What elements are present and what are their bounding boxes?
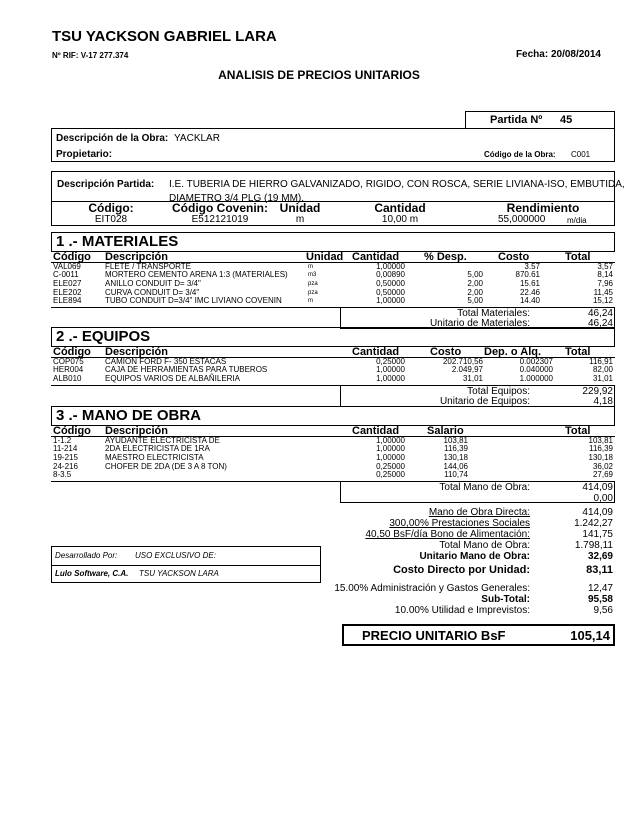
mat-cell-codigo: C-0011 bbox=[53, 270, 79, 280]
precio-unitario-box bbox=[342, 624, 615, 646]
mo-unit-value: 32,69 bbox=[587, 551, 613, 562]
mo-col-salario: Salario bbox=[427, 425, 464, 437]
precio-unitario-value: 105,14 bbox=[570, 628, 610, 643]
developer-box bbox=[51, 546, 321, 583]
rendimiento-header: Rendimiento bbox=[506, 201, 580, 215]
mo-cell-salario: 103,81 bbox=[443, 435, 468, 445]
company-name: TSU YACKSON GABRIEL LARA bbox=[52, 28, 277, 45]
propietario-label: Propietario: bbox=[56, 149, 113, 160]
mo-cell-cantidad: 1,00000 bbox=[376, 444, 405, 454]
mo-cell-salario: 130,18 bbox=[443, 452, 468, 462]
mo-cell-descripcion: 2DA ELECTRICISTA DE 1RA bbox=[105, 444, 210, 454]
partida-box bbox=[465, 111, 615, 129]
eq-cell-cantidad: 1,00000 bbox=[376, 373, 405, 383]
eq-cell-costo: 31,01 bbox=[462, 373, 483, 383]
utilidad-label: 10.00% Utilidad e Imprevistos: bbox=[394, 605, 530, 616]
mat-cell-descripcion: FLETE / TRANSPORTE bbox=[105, 261, 191, 271]
eq-col-total: Total bbox=[565, 346, 591, 358]
mat-col-desp: % Desp. bbox=[424, 251, 467, 263]
mo-cell-descripcion: CHOFER DE 2DA (DE 3 A 8 TON) bbox=[105, 461, 227, 471]
mat-cell-cantidad: 0,50000 bbox=[376, 278, 405, 288]
mo-cell-descripcion: AYUDANTE ELECTRICISTA DE bbox=[105, 435, 220, 445]
mat-cell-cantidad: 1,00000 bbox=[376, 296, 405, 306]
rendimiento-value: 55,000000 bbox=[498, 214, 546, 225]
mat-total-label: Total Materiales: bbox=[457, 308, 530, 319]
mo-col-total: Total bbox=[565, 425, 591, 437]
mat-cell-cantidad: 0,00890 bbox=[376, 270, 405, 280]
admin-value: 12,47 bbox=[587, 583, 613, 594]
mat-col-total: Total bbox=[565, 251, 591, 263]
mat-cell-costo: 3.57 bbox=[524, 261, 540, 271]
mat-cell-costo: 14.40 bbox=[519, 296, 540, 306]
page-title: ANALISIS DE PRECIOS UNITARIOS bbox=[218, 68, 420, 82]
mo-cell-codigo: 24-216 bbox=[53, 461, 78, 471]
codigo-obra-value: C001 bbox=[571, 150, 591, 159]
mat-cell-descripcion: CURVA CONDUIT D= 3/4" bbox=[105, 287, 200, 297]
eq-cell-costo: 2.049,97 bbox=[451, 365, 483, 375]
mo-col-descripcion: Descripción bbox=[105, 425, 168, 437]
mo-cell-total: 36,02 bbox=[592, 461, 613, 471]
eq-total-label: Total Equipos: bbox=[467, 386, 530, 397]
uso-value: TSU YACKSON LARA bbox=[139, 569, 219, 578]
cantidad-value: 10,00 m bbox=[381, 214, 419, 225]
obra-desc-value: YACKLAR bbox=[174, 133, 220, 144]
mo-directa-value: 414,09 bbox=[582, 507, 613, 518]
eq-cell-total: 116,91 bbox=[589, 356, 613, 366]
covenin-value: E512121019 bbox=[191, 214, 249, 225]
mo-cell-total: 103,81 bbox=[588, 435, 613, 445]
subtotal-label: Sub-Total: bbox=[481, 594, 530, 605]
mat-cell-total: 3,57 bbox=[597, 261, 613, 271]
eq-cell-total: 82,00 bbox=[592, 365, 613, 375]
mo-cell-codigo: 1-1.2 bbox=[53, 435, 72, 445]
eq-col-codigo: Código bbox=[53, 346, 91, 358]
mat-cell-unidad: pza bbox=[308, 280, 318, 287]
rif-number: Nº RIF: V-17 277.374 bbox=[52, 51, 129, 60]
mat-cell-codigo: ELE027 bbox=[53, 278, 82, 288]
mat-cell-codigo: VAL069 bbox=[53, 261, 81, 271]
unidad-value: m bbox=[295, 214, 305, 225]
eq-total-value: 229,92 bbox=[582, 386, 613, 397]
mo-total-value: 414,09 bbox=[582, 482, 613, 493]
partida-desc-line1: I.E. TUBERIA DE HIERRO GALVANIZADO, RIGIDO, CON ROSCA, SERIE LIVIANA-ISO, EMBUTIDA, bbox=[169, 179, 625, 190]
eq-cell-codigo: COP075 bbox=[53, 356, 84, 366]
equipos-section-header bbox=[51, 327, 615, 347]
mo-total2-value: 1.798,11 bbox=[574, 540, 613, 551]
codigo-obra-label: Código de la Obra: bbox=[484, 150, 556, 159]
mo-cell-cantidad: 0,25000 bbox=[376, 461, 405, 471]
mo-cell-total: 116,39 bbox=[589, 444, 613, 454]
mat-cell-desp: 2,00 bbox=[467, 287, 483, 297]
mo-cell-total: 130,18 bbox=[588, 452, 613, 462]
mo-cell-descripcion: MAESTRO ELECTRICISTA bbox=[105, 452, 204, 462]
mat-cell-total: 8,14 bbox=[597, 270, 613, 280]
eq-col-descripcion: Descripción bbox=[105, 346, 168, 358]
mo-prest-value: 1.242,27 bbox=[574, 518, 613, 529]
eq-col-cantidad: Cantidad bbox=[352, 346, 400, 358]
rendimiento-unit: m/dia bbox=[567, 216, 587, 225]
mat-cell-total: 7,96 bbox=[597, 278, 613, 288]
codigo-value: EIT028 bbox=[94, 214, 128, 225]
materiales-section-header bbox=[51, 232, 615, 252]
equipos-title: 2 .- EQUIPOS bbox=[56, 328, 151, 345]
mat-unit-value: 46,24 bbox=[587, 318, 613, 329]
partida-desc-box bbox=[51, 171, 625, 226]
unidad-header: Unidad bbox=[279, 201, 321, 215]
mat-col-costo: Costo bbox=[498, 251, 530, 263]
mo-unit-label: Unitario Mano de Obra: bbox=[419, 551, 530, 562]
mo-total2-label: Total Mano de Obra: bbox=[439, 540, 530, 551]
mat-cell-descripcion: ANILLO CONDUIT D= 3/4" bbox=[105, 278, 201, 288]
eq-cell-codigo: ALB010 bbox=[53, 373, 82, 383]
partida-desc-label: Descripción Partida: bbox=[57, 179, 155, 190]
eq-cell-cantidad: 1,00000 bbox=[376, 365, 405, 375]
mat-cell-unidad: pza bbox=[308, 289, 318, 296]
dev-label: Desarrollado Por: bbox=[55, 551, 118, 560]
mat-cell-total: 11,45 bbox=[593, 287, 613, 297]
mat-col-descripcion: Descripción bbox=[105, 251, 168, 263]
eq-cell-cantidad: 0,25000 bbox=[376, 356, 405, 366]
mat-total-value: 46,24 bbox=[587, 308, 613, 319]
partida-label: Partida Nº bbox=[490, 114, 543, 126]
directo-label: Costo Directo por Unidad: bbox=[393, 564, 530, 576]
eq-unit-label: Unitario de Equipos: bbox=[439, 396, 530, 407]
codigo-header: Código: bbox=[88, 201, 134, 215]
eq-cell-descripcion: EQUIPOS VARIOS DE ALBAÑILERIA bbox=[105, 373, 241, 383]
mo-cell-cantidad: 0,25000 bbox=[376, 470, 405, 480]
partida-desc-line2: DIAMETRO 3/4 PLG (19 MM). bbox=[169, 193, 305, 204]
mat-cell-costo: 870.61 bbox=[515, 270, 540, 280]
eq-unit-value: 4,18 bbox=[593, 396, 613, 407]
eq-cell-total: 31,01 bbox=[592, 373, 613, 383]
admin-label: 15.00% Administración y Gastos Generales: bbox=[334, 583, 530, 594]
mat-cell-codigo: ELE202 bbox=[53, 287, 82, 297]
mat-col-cantidad: Cantidad bbox=[352, 251, 400, 263]
mat-cell-descripcion: TUBO CONDUIT D=3/4" IMC LIVIANO COVENIN bbox=[105, 296, 282, 306]
mat-cell-desp: 5,00 bbox=[467, 270, 483, 280]
mat-col-codigo: Código bbox=[53, 251, 91, 263]
obra-desc-label: Descripción de la Obra: bbox=[56, 133, 169, 144]
developer-divider bbox=[52, 565, 320, 566]
mo-col-cantidad: Cantidad bbox=[352, 425, 400, 437]
eq-col-costo: Costo bbox=[430, 346, 462, 358]
mo-cell-cantidad: 1,00000 bbox=[376, 452, 405, 462]
mo-cell-salario: 144,06 bbox=[443, 461, 468, 471]
mo-cell-cantidad: 1,00000 bbox=[376, 435, 405, 445]
mo-directa-label: Mano de Obra Directa: bbox=[428, 507, 530, 518]
dev-value: Lulo Software, C.A. bbox=[55, 569, 129, 578]
mo-cell-salario: 110,74 bbox=[444, 470, 468, 480]
mat-col-unidad: Unidad bbox=[306, 251, 344, 263]
mat-cell-cantidad: 0,50000 bbox=[376, 287, 405, 297]
mat-unit-label: Unitario de Materiales: bbox=[429, 318, 530, 329]
mat-cell-codigo: ELE894 bbox=[53, 296, 82, 306]
eq-cell-descripcion: CAMION FORD F- 350 ESTACAS bbox=[105, 356, 227, 366]
mo-cell-salario: 116,39 bbox=[444, 444, 468, 454]
mat-cell-total: 15,12 bbox=[592, 296, 613, 306]
materiales-title: 1 .- MATERIALES bbox=[56, 233, 179, 250]
mat-cell-desp: 2,00 bbox=[467, 278, 483, 288]
mo-bono-value: 141,75 bbox=[582, 529, 613, 540]
mat-cell-unidad: m bbox=[308, 298, 313, 305]
mo-cell-codigo: 8-3.5 bbox=[53, 470, 72, 480]
mat-cell-unidad: m bbox=[308, 263, 313, 270]
mo-cell-codigo: 19-215 bbox=[53, 452, 78, 462]
covenin-header: Código Covenin: bbox=[172, 201, 268, 215]
partida-number: 45 bbox=[560, 114, 573, 126]
eq-cell-codigo: HER004 bbox=[53, 365, 84, 375]
mo-prest-label: 300,00% Prestaciones Sociales bbox=[389, 518, 530, 529]
directo-value: 83,11 bbox=[586, 564, 613, 576]
mo-cell-total: 27,69 bbox=[592, 470, 613, 480]
mat-cell-costo: 15.61 bbox=[519, 278, 540, 288]
mano-title: 3 .- MANO DE OBRA bbox=[56, 407, 202, 424]
eq-cell-dep: 0.040000 bbox=[519, 365, 553, 375]
eq-cell-costo: 202.710,56 bbox=[442, 356, 483, 366]
report-date: Fecha: 20/08/2014 bbox=[515, 49, 601, 60]
mano-section-header bbox=[51, 406, 615, 426]
eq-cell-dep: 0.002307 bbox=[519, 356, 553, 366]
utilidad-value: 9,56 bbox=[593, 605, 613, 616]
eq-cell-dep: 1.000000 bbox=[519, 373, 553, 383]
mat-cell-cantidad: 1,00000 bbox=[376, 261, 405, 271]
precio-unitario-label: PRECIO UNITARIO BsF bbox=[362, 628, 506, 643]
mat-cell-unidad: m3 bbox=[308, 272, 317, 279]
mo-total-label: Total Mano de Obra: bbox=[439, 482, 530, 493]
mo-col-codigo: Código bbox=[53, 425, 91, 437]
mat-cell-costo: 22.46 bbox=[519, 287, 540, 297]
cantidad-header: Cantidad bbox=[374, 201, 426, 215]
uso-label: USO EXCLUSIVO DE: bbox=[135, 551, 216, 560]
mo-extra-value: 0,00 bbox=[593, 493, 613, 504]
obra-box bbox=[51, 128, 615, 162]
eq-col-dep: Dep. o Alq. bbox=[484, 346, 542, 358]
mat-cell-descripcion: MORTERO CEMENTO ARENA 1:3 (MATERIALES) bbox=[105, 270, 288, 280]
eq-cell-descripcion: CAJA DE HERRAMIENTAS PARA TUBEROS bbox=[105, 365, 268, 375]
mo-cell-codigo: 11-214 bbox=[53, 444, 78, 454]
subtotal-value: 95,58 bbox=[587, 594, 613, 605]
mat-cell-desp: 5,00 bbox=[467, 296, 483, 306]
mo-bono-label: 40,50 BsF/día Bono de Alimentación: bbox=[365, 529, 530, 540]
